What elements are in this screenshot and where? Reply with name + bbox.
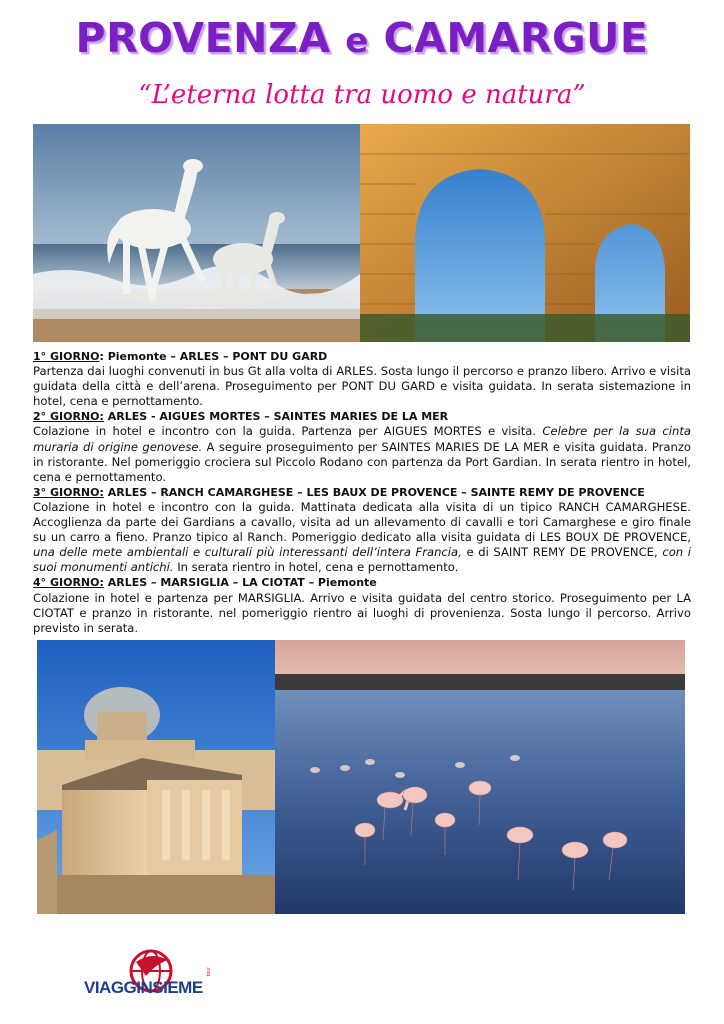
day-number: 1° GIORNO bbox=[33, 350, 100, 363]
day-1 bbox=[33, 349, 691, 409]
day-heading bbox=[33, 485, 691, 500]
page-title bbox=[0, 14, 724, 62]
day-text: A seguire proseguimento per SAINTES MARIES DE LA MER e visita guidata. Pranzo in ristorante. Nel pomeriggio crociera sul Piccolo Rodano con partenza da Port Gardian. In serata rientro in hotel, cena e pernottamento. bbox=[33, 439, 691, 484]
photo-pont-du-gard bbox=[360, 124, 690, 342]
day-text-italic: una delle mete ambientali e culturali più interessanti dell’intera Francia, bbox=[33, 545, 462, 560]
day-heading bbox=[33, 409, 691, 424]
day-text: In serata rientro in hotel, cena e pernottamento. bbox=[173, 560, 459, 575]
day-heading bbox=[33, 349, 691, 364]
day-text-italic: Celebre per la sua cinta muraria di origine genovese. bbox=[33, 424, 691, 454]
day-number: 4° GIORNO: bbox=[33, 576, 104, 590]
viagginsieme-logo bbox=[84, 946, 224, 1010]
day-route: ARLES – RANCH CAMARGHESE – LES BAUX DE PROVENCE – SAINTE REMY DE PROVENCE bbox=[107, 485, 645, 499]
day-4 bbox=[33, 575, 691, 635]
photo-chapel bbox=[37, 640, 275, 914]
day-text-italic: con i suoi monumenti antichi. bbox=[33, 545, 691, 575]
day-text: e di SAINT REMY DE PROVENCE, bbox=[461, 545, 663, 560]
day-separator: : bbox=[99, 350, 108, 363]
logo-tagline: tour bbox=[206, 967, 212, 976]
logo-text: VIAGGINSIEME bbox=[84, 978, 203, 997]
photo-horses bbox=[33, 124, 360, 342]
title-camargue: CAMARGUE bbox=[368, 14, 649, 62]
day-description bbox=[33, 424, 691, 484]
day-route: ARLES - AIGUES MORTES – SAINTES MARIES DE LA MER bbox=[107, 410, 449, 424]
day-number: 3° GIORNO: bbox=[33, 485, 104, 499]
day-heading bbox=[33, 575, 691, 590]
day-description bbox=[33, 500, 691, 575]
title-provenza: PROVENZA bbox=[75, 14, 346, 62]
photo-flamingos bbox=[275, 640, 685, 914]
day-2 bbox=[33, 409, 691, 484]
day-route: ARLES – MARSIGLIA – LA CIOTAT – Piemonte bbox=[107, 576, 377, 590]
title-conjunction: e bbox=[345, 21, 369, 61]
day-number: 2° GIORNO: bbox=[33, 410, 104, 424]
day-text: Partenza dai luoghi convenuti in bus Gt alla volta di ARLES. Sosta lungo il percorso e pranzo libero. Arrivo e visita guidata della città e dell’arena. Proseguimento per PONT DU GARD e visita guidata. In serata sistemazione in hotel, cena e pernottamento. bbox=[33, 364, 691, 409]
itinerary bbox=[33, 349, 691, 636]
day-description bbox=[33, 591, 691, 636]
page-subtitle: “L’eterna lotta tra uomo e natura” bbox=[138, 80, 586, 110]
day-text: Colazione in hotel e incontro con la guida. Mattinata dedicata alla visita di un tipico RANCH CAMARGHESE. Accoglienza da parte dei Gardians a cavallo, visita ad un allevamento di cavalli e tori Camarghese e giro finale su un carro a fieno. Pranzo tipico al Ranch. Pomeriggio dedicato alla visita guidata di LES BOUX DE PROVENCE, bbox=[33, 499, 691, 545]
day-3 bbox=[33, 485, 691, 576]
day-text: Colazione in hotel e incontro con la guida. Partenza per AIGUES MORTES e visita. bbox=[33, 424, 543, 439]
day-text: Colazione in hotel e partenza per MARSIGLIA. Arrivo e visita guidata del centro storico. Proseguimento per LA CIOTAT e pranzo in ristorante. nel pomeriggio rientro ai luoghi di provenienza. Sosta lungo il percorso. Arrivo previsto in serata. bbox=[33, 590, 691, 635]
day-description bbox=[33, 364, 691, 409]
day-route: Piemonte – ARLES – PONT DU GARD bbox=[107, 350, 328, 363]
